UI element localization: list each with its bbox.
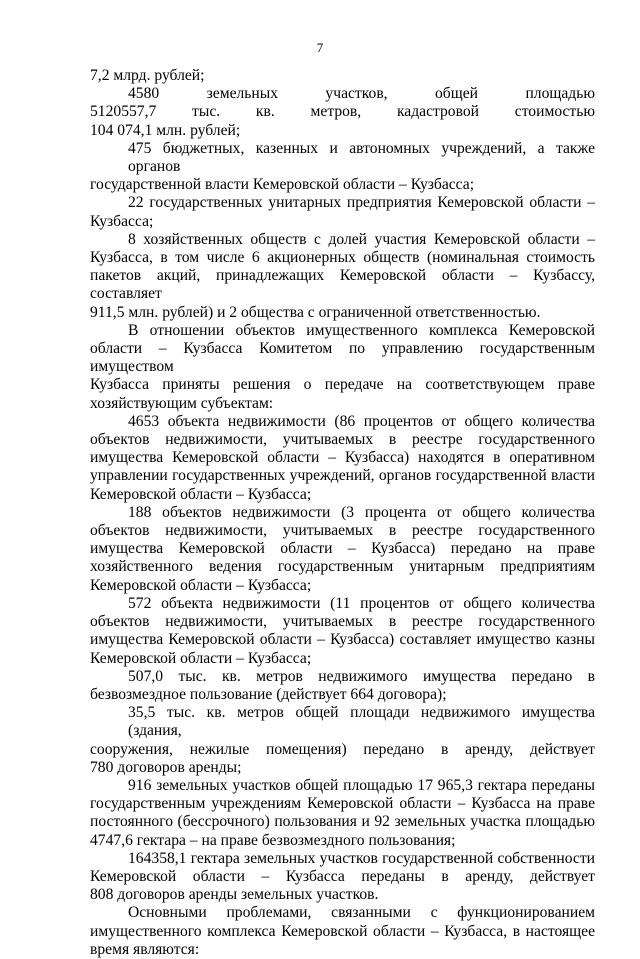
text-line: 916 земельных участков общей площадью 17 965,3 гектара переданы bbox=[128, 776, 595, 794]
text-line: государственной власти Кемеровской области – Кузбасса; bbox=[90, 176, 475, 194]
text-line: 8 хозяйственных обществ с долей участия Кемеровской области – bbox=[128, 230, 595, 248]
text-line: 164358,1 гектара земельных участков государственной собственности bbox=[128, 849, 595, 867]
text-line: 22 государственных унитарных предприятия Кемеровской области – bbox=[128, 194, 595, 212]
text-line: В отношении объектов имущественного комплекса Кемеровской bbox=[128, 321, 595, 339]
text-line: 35,5 тыс. кв. метров общей площади недвижимого имущества (здания, bbox=[128, 704, 595, 740]
text-line: постоянного (бессрочного) пользования и 92 земельных участка площадью bbox=[90, 813, 595, 831]
text-line: государственным учреждениям Кемеровской области – Кузбасса на праве bbox=[90, 795, 595, 813]
text-line: Кемеровской области – Кузбасса; bbox=[90, 576, 312, 594]
text-line: 507,0 тыс. кв. метров недвижимого имущества передано в bbox=[128, 667, 595, 685]
document-body bbox=[90, 67, 595, 959]
text-line: 104 074,1 млн. рублей; bbox=[90, 121, 241, 139]
text-line: Кузбасса, в том числе 6 акционерных обществ (номинальная стоимость bbox=[90, 249, 595, 267]
text-line: 4580 земельных участков, общей площадью bbox=[128, 85, 595, 103]
text-line: 911,5 млн. рублей) и 2 общества с ограниченной ответственностью. bbox=[90, 303, 541, 321]
text-line: хозяйственного ведения государственным унитарным предприятиям bbox=[90, 558, 595, 576]
text-line: 780 договоров аренды; bbox=[90, 758, 242, 776]
text-line: имущественного комплекса Кемеровской области – Кузбасса, в настоящее bbox=[90, 922, 595, 940]
text-line: 7,2 млрд. рублей; bbox=[90, 67, 205, 84]
page-number: 7 bbox=[316, 40, 324, 55]
text-line: 572 объекта недвижимости (11 процентов от общего количества bbox=[128, 594, 595, 612]
text-line: 188 объектов недвижимости (3 процента от общего количества bbox=[128, 503, 595, 521]
text-line: пакетов акций, принадлежащих Кемеровской области – Кузбассу, составляет bbox=[90, 267, 595, 303]
text-line: 475 бюджетных, казенных и автономных учреждений, а также органов bbox=[128, 139, 595, 176]
text-line: имущества Кемеровской области – Кузбасса) находятся в оперативном bbox=[90, 449, 595, 467]
text-line: сооружения, нежилые помещения) передано в аренду, действует bbox=[90, 740, 595, 758]
text-line: 4747,6 гектара – на праве безвозмездного пользования; bbox=[90, 831, 456, 849]
text-line: Кузбасса приняты решения о передаче на соответствующем праве bbox=[90, 376, 595, 394]
text-line: управлении государственных учреждений, органов государственной власти bbox=[90, 467, 595, 485]
text-line: 4653 объекта недвижимости (86 процентов от общего количества bbox=[128, 412, 595, 430]
text-line: время являются: bbox=[90, 940, 200, 958]
text-line: области – Кузбасса Комитетом по управлению государственным имуществом bbox=[90, 340, 595, 376]
text-line: Кузбасса; bbox=[90, 212, 154, 230]
text-line: объектов недвижимости, учитываемых в реестре государственного bbox=[90, 613, 595, 631]
text-line: 808 договоров аренды земельных участков. bbox=[90, 886, 379, 904]
text-line: 5120557,7 тыс. кв. метров, кадастровой стоимостью bbox=[90, 103, 595, 121]
text-line: Кемеровской области – Кузбасса переданы в аренду, действует bbox=[90, 867, 595, 885]
text-line: имущества Кемеровской области – Кузбасса) составляет имущество казны bbox=[90, 631, 595, 649]
text-line: Основными проблемами, связанными с функционированием bbox=[128, 904, 595, 922]
text-line: объектов недвижимости, учитываемых в реестре государственного bbox=[90, 522, 595, 540]
text-line: Кемеровской области – Кузбасса; bbox=[90, 649, 312, 667]
text-line: объектов недвижимости, учитываемых в реестре государственного bbox=[90, 431, 595, 449]
text-line: безвозмездное пользование (действует 664 договора); bbox=[90, 685, 447, 703]
text-line: Кемеровской области – Кузбасса; bbox=[90, 485, 312, 503]
text-line: имущества Кемеровской области – Кузбасса) передано на праве bbox=[90, 540, 595, 558]
text-line: хозяйствующим субъектам: bbox=[90, 394, 274, 412]
